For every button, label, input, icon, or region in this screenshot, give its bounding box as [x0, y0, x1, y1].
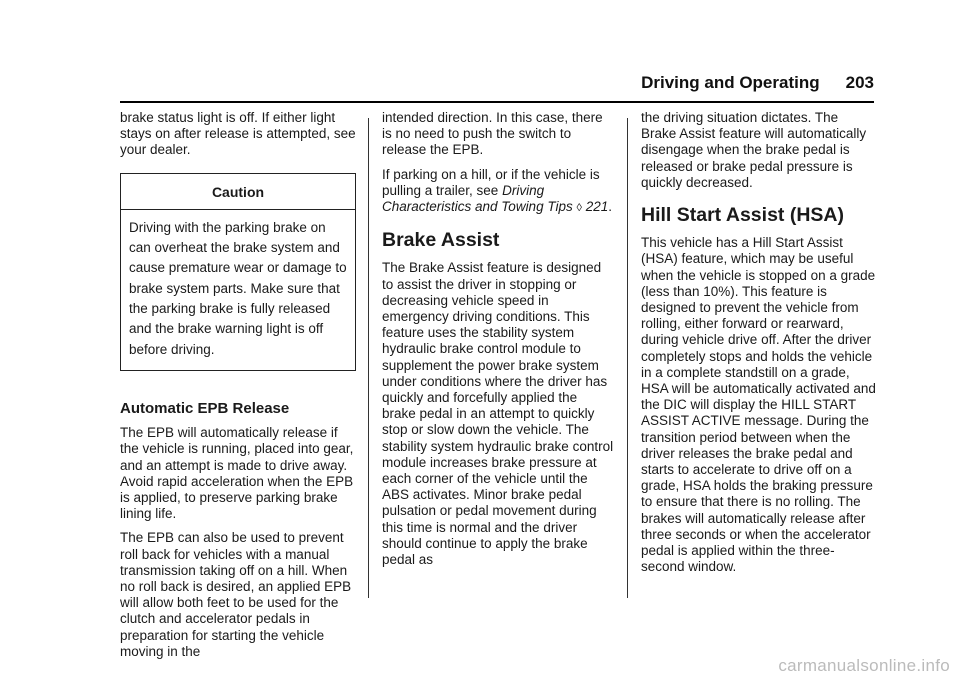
heading-brake-assist: Brake Assist — [382, 229, 500, 252]
column-divider — [627, 118, 628, 598]
page-header — [120, 73, 874, 93]
column-2 — [382, 110, 614, 576]
paragraph: The EPB can also be used to prevent roll back for vehicles with a manual transmission taking off on a hill. When no roll back is desired, an applied EPB will allow both feet to be used for the clutch and accelerator pedals in preparation for starting the vehicle moving in the — [120, 530, 352, 659]
paragraph: The Brake Assist feature is designed to assist the driver in stopping or decreasing vehicle speed in emergency driving conditions. This feature uses the stability system hydraulic brake control module to supplement the power brake system under conditions where the driver has quickly and forcefully applied the brake pedal in an attempt to quickly stop or slow down the vehicle. The stability system hydraulic brake control module increases brake pressure at each corner of the vehicle until the ABS activates. Minor brake pedal pulsation or pedal movement during this time is normal and the driver should continue to apply the brake pedal as — [382, 260, 614, 568]
paragraph: brake status light is off. If either light stays on after release is attempted, see your dealer. — [120, 110, 356, 158]
header-rule — [120, 101, 874, 103]
paragraph: This vehicle has a Hill Start Assist (HSA) feature, which may be useful when the vehicle is stopped on a grade (less than 10%). This feature is designed to prevent the vehicle from rolling, either forward or rearward, during vehicle drive off. After the driver completely stops and holds the vehicle in a complete standstill on a grade, HSA will be automatically activated and the DIC will display the HILL START ASSIST ACTIVE message. During the transition period between when the driver releases the brake pedal and starts to accelerate to drive off on a grade, HSA holds the braking pressure to ensure that there is no rolling. The brakes will automatically release after three seconds or when the accelerator pedal is applied within the three-second window. — [641, 235, 876, 575]
caution-text: Driving with the parking brake on can overheat the brake system and cause premature wear or damage to brake system parts. Make sure that the parking brake is fully released and the brake warning light is off before driving. — [129, 219, 347, 357]
heading-hill-start-assist: Hill Start Assist (HSA) — [641, 204, 844, 227]
paragraph-text: If parking on a hill, or if the vehicle is pulling a trailer, see — [382, 166, 600, 198]
heading-automatic-epb-release: Automatic EPB Release — [120, 399, 290, 417]
watermark: carmanualsonline.info — [778, 656, 950, 675]
column-1 — [120, 110, 356, 668]
paragraph-end: . — [608, 199, 612, 215]
caution-box — [120, 173, 356, 371]
column-divider — [368, 118, 369, 598]
reference-page-number[interactable]: 221 — [585, 199, 609, 215]
cross-reference-link[interactable]: Driving Characteristics and Towing Tips — [382, 182, 573, 215]
paragraph: the driving situation dictates. The Brake Assist feature will automatically disengage when the brake pedal is released or brake pedal pressure is quickly decreased. — [641, 110, 867, 190]
column-3 — [641, 110, 877, 583]
paragraph-with-reference — [382, 167, 614, 217]
paragraph: The EPB will automatically release if the vehicle is running, placed into gear, and an attempt is made to drive away. Avoid rapid acceleration when the EPB is applied, to preserve parking brake lining life. — [120, 425, 354, 522]
page-reference-icon: ◊ — [576, 202, 582, 215]
caution-title: Caution — [121, 174, 355, 210]
page-number: 203 — [845, 73, 874, 92]
section-title: Driving and Operating — [641, 73, 820, 92]
paragraph: intended direction. In this case, there is no need to push the switch to release the EPB. — [382, 110, 603, 158]
